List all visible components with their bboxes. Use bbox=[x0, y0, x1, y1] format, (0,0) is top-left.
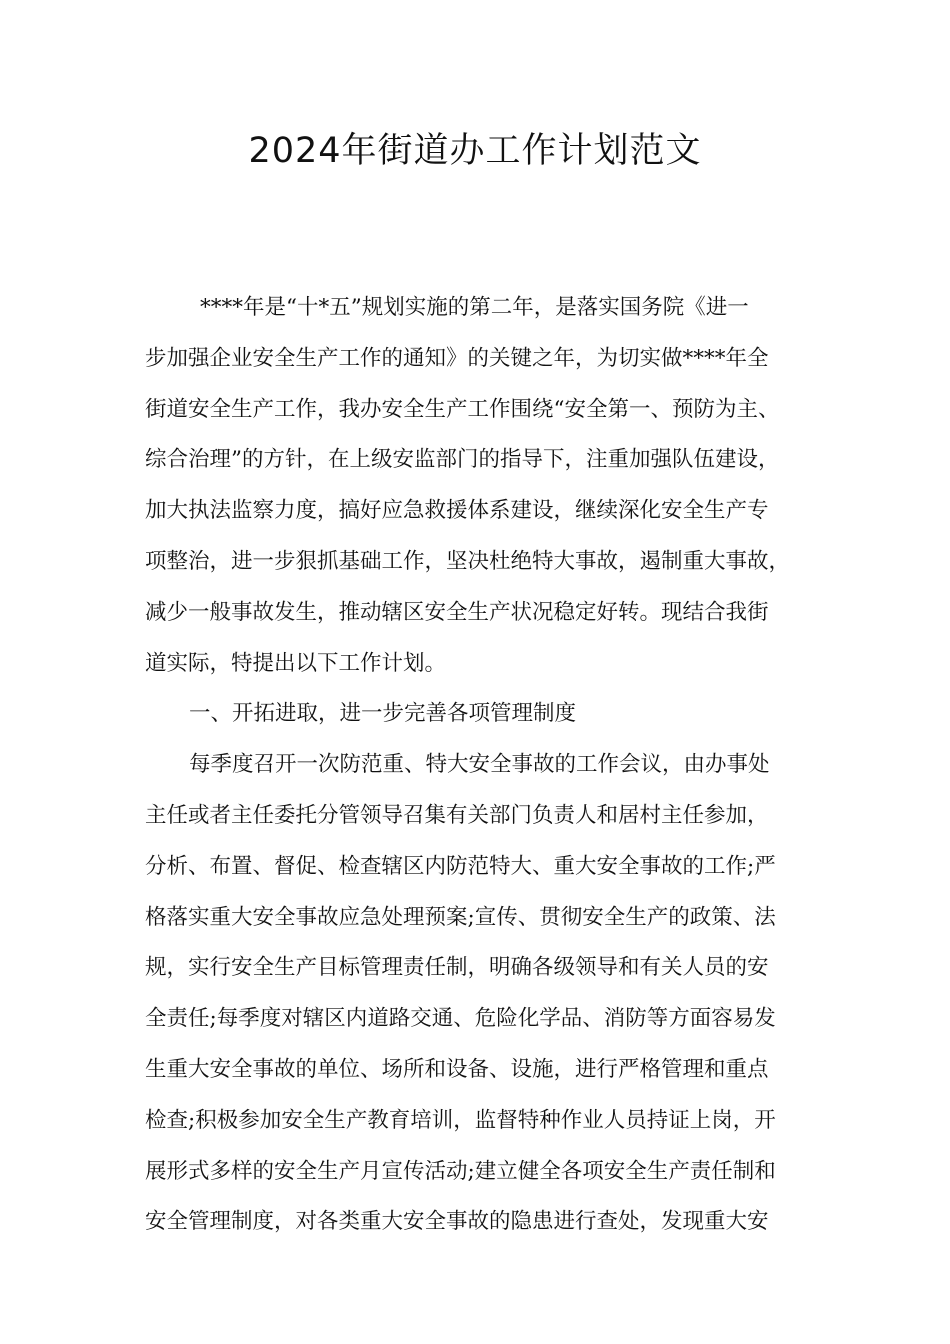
document-body bbox=[145, 283, 811, 1248]
paragraph-line: 规，实行安全生产目标管理责任制，明确各级领导和有关人员的安 bbox=[145, 955, 769, 981]
paragraph-line: ****年是“十*五”规划实施的第二年，是落实国务院《进一 bbox=[200, 295, 749, 320]
paragraph-line: 每季度召开一次防范重、特大安全事故的工作会议，由办事处 bbox=[189, 752, 770, 778]
paragraph-line: 全责任;每季度对辖区内道路交通、危险化学品、消防等方面容易发 bbox=[145, 1006, 776, 1032]
paragraph-line: 安全管理制度，对各类重大安全事故的隐患进行查处，发现重大安 bbox=[145, 1209, 769, 1235]
paragraph-line: 检查;积极参加安全生产教育培训，监督特种作业人员持证上岗，开 bbox=[145, 1107, 776, 1133]
paragraph-line: 格落实重大安全事故应急处理预案;宣传、贯彻安全生产的政策、法 bbox=[145, 904, 776, 930]
document-title: 2024年街道办工作计划范文 bbox=[248, 131, 702, 171]
paragraph-line: 展形式多样的安全生产月宣传活动;建立健全各项安全生产责任制和 bbox=[145, 1158, 776, 1184]
paragraph-line: 街道安全生产工作，我办安全生产工作围绕“安全第一、预防为主、 bbox=[145, 396, 780, 422]
paragraph-line: 项整治，进一步狠抓基础工作，坚决杜绝特大事故，遏制重大事故， bbox=[145, 548, 791, 574]
paragraph-line: 减少一般事故发生，推动辖区安全生产状况稳定好转。现结合我街 bbox=[145, 599, 769, 625]
paragraph-line: 步加强企业安全生产工作的通知》的关键之年，为切实做****年全 bbox=[145, 345, 769, 371]
paragraph-line: 分析、布置、督促、检查辖区内防范特大、重大安全事故的工作;严 bbox=[145, 853, 776, 879]
paragraph-line: 综合治理”的方针，在上级安监部门的指导下，注重加强队伍建设， bbox=[145, 447, 780, 473]
paragraph-line: 道实际，特提出以下工作计划。 bbox=[145, 650, 447, 676]
paragraph-line: 加大执法监察力度，搞好应急救援体系建设，继续深化安全生产专 bbox=[145, 498, 769, 524]
paragraph-line: 主任或者主任委托分管领导召集有关部门负责人和居村主任参加， bbox=[145, 802, 769, 828]
paragraph-line: 生重大安全事故的单位、场所和设备、设施，进行严格管理和重点 bbox=[145, 1056, 769, 1082]
section-heading: 一、开拓进取，进一步完善各项管理制度 bbox=[189, 701, 577, 727]
